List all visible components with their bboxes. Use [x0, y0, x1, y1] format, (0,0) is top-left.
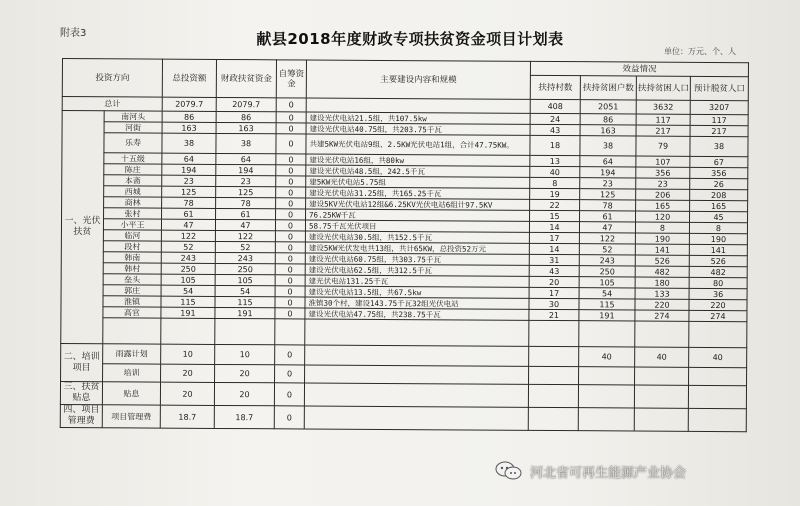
- pv-out: 274: [689, 310, 747, 321]
- pv-villages: 13: [530, 155, 580, 166]
- wechat-icon: [494, 460, 524, 482]
- pv-out: 356: [690, 167, 748, 178]
- pv-town-name: 垒头: [103, 274, 161, 285]
- training-item-population: 40: [635, 347, 689, 367]
- pv-out: 220: [689, 299, 747, 310]
- header-fiscal-funds: 财政扶贫资金: [216, 59, 276, 97]
- header-total-investment: 总投资额: [162, 59, 216, 97]
- pv-self: 0: [275, 231, 305, 242]
- pv-town-name: 小平王: [103, 219, 161, 230]
- header-villages: 扶持村数: [530, 75, 580, 99]
- pv-fiscal: 52: [215, 241, 275, 252]
- header-households: 扶持贫困户数: [580, 76, 636, 100]
- pv-villages: 14: [529, 243, 579, 254]
- pv-villages: 15: [530, 210, 580, 221]
- header-population: 扶持贫困人口: [636, 76, 690, 100]
- interest-item-name: 贴息: [102, 382, 160, 405]
- header-benefit-group: 效益情况: [530, 61, 748, 76]
- pv-population: 107: [636, 156, 690, 167]
- pv-villages: 18: [530, 135, 580, 155]
- pv-villages: 24: [530, 113, 580, 124]
- training-item-total: 20: [161, 364, 215, 382]
- total-content: [306, 98, 530, 113]
- pv-total: 191: [161, 307, 215, 318]
- pv-content: 建设光伏电站16组，共80kw: [306, 154, 530, 166]
- pv-out: 141: [689, 244, 747, 255]
- training-item-name: 培训: [103, 364, 161, 382]
- pv-population: 526: [635, 255, 689, 266]
- training-item-self: 0: [275, 365, 305, 383]
- pv-content: 建设光伏电站48.5组，242.5千瓦: [306, 165, 530, 177]
- pv-total: 54: [161, 285, 215, 296]
- management-item-name: 项目管理费: [102, 405, 160, 428]
- training-item-total: 10: [161, 344, 215, 364]
- pv-population: 274: [635, 310, 689, 321]
- header-row: [62, 59, 748, 77]
- pv-population: 220: [635, 299, 689, 310]
- pv-out: 8: [689, 222, 747, 233]
- pv-villages: 43: [529, 265, 579, 276]
- pv-villages: 19: [530, 188, 580, 199]
- pv-total: 61: [162, 208, 216, 219]
- pv-households: 122: [579, 233, 635, 244]
- pv-total: 105: [161, 274, 215, 285]
- pv-total: 52: [161, 241, 215, 252]
- pv-out: 482: [689, 266, 747, 277]
- pv-total: 38: [162, 133, 216, 153]
- pv-out: 38: [690, 136, 748, 156]
- pv-out: 208: [690, 189, 748, 200]
- pv-fiscal: 23: [216, 175, 276, 186]
- attachment-label: 附表3: [60, 28, 87, 39]
- pv-fiscal: 243: [215, 252, 275, 263]
- management-group-label: 四、项目管理费: [60, 404, 102, 427]
- pv-self: 0: [275, 275, 305, 286]
- pv-group-label: 一、光伏扶贫: [61, 111, 104, 344]
- pv-villages: 17: [529, 232, 579, 243]
- total-planned-out: 3207: [690, 100, 748, 114]
- pv-households: 86: [580, 114, 636, 125]
- header-planned-out: 预计脱贫人口: [690, 76, 748, 100]
- pv-villages: 31: [529, 254, 579, 265]
- watermark: [494, 460, 686, 482]
- pv-total: 163: [162, 122, 216, 133]
- pv-population: 79: [636, 136, 690, 156]
- pv-out: 80: [689, 277, 747, 288]
- pv-out: 67: [690, 156, 748, 167]
- pv-self: 0: [275, 253, 305, 264]
- pv-households: 115: [579, 299, 635, 310]
- training-group-label: 二、培训项目: [61, 343, 103, 381]
- document-title: 献县2018年度财政专项扶贫资金项目计划表: [256, 30, 564, 48]
- pv-town-name: 乐寿: [104, 133, 162, 153]
- pv-fiscal: 194: [216, 164, 276, 175]
- pv-total: 125: [162, 186, 216, 197]
- pv-fiscal: 105: [215, 274, 275, 285]
- pv-content: 建设光伏电站13.5组，共67.5kw: [305, 286, 529, 298]
- management-row: [60, 404, 746, 431]
- pv-out: 190: [689, 233, 747, 244]
- pv-town-name: 郭庄: [103, 285, 161, 296]
- plan-table: [60, 58, 749, 432]
- management-item-fiscal: 18.7: [214, 405, 274, 428]
- pv-self: 0: [276, 187, 306, 198]
- pv-content: 建设光伏电站62.5组，共312.5千瓦: [305, 264, 529, 276]
- training-item-content: [305, 345, 529, 366]
- pv-out: 26: [690, 178, 748, 189]
- pv-households: 194: [580, 167, 636, 178]
- pv-content: 共建5KW光伏电站9组、2.5KW光伏电站1组，合计47.75KW。: [306, 134, 530, 155]
- pv-households: 250: [579, 266, 635, 277]
- pv-total: 194: [162, 164, 216, 175]
- pv-self: 0: [276, 123, 306, 134]
- pv-fiscal: 250: [215, 263, 275, 274]
- pv-self: 0: [276, 165, 306, 176]
- interest-item-self: 0: [274, 383, 304, 406]
- pv-self: 0: [275, 308, 305, 319]
- watermark-text: 河北省可再生能源产业协会: [530, 465, 687, 481]
- pv-content: 建设光伏电站47.75组，共238.75千瓦: [305, 308, 529, 320]
- pv-content: 建设光伏电站30.5组，共152.5千瓦: [305, 231, 529, 243]
- pv-town-name: 南河头: [104, 111, 162, 122]
- pv-content: 建设光伏电站21.5组，共107.5kw: [306, 112, 530, 124]
- pv-population: 206: [636, 189, 690, 200]
- interest-item-total: 20: [160, 382, 214, 405]
- interest-group-label: 三、扶贫贴息: [60, 381, 102, 404]
- total-population: 3632: [636, 100, 690, 114]
- pv-content: 建设5KV光伏电站12组&6.25KV光伏电站6组计97.5KV: [306, 198, 530, 210]
- pv-self: 0: [275, 242, 305, 253]
- pv-town-name: 本斋: [104, 175, 162, 186]
- pv-fiscal: 86: [216, 111, 276, 122]
- pv-population: 165: [636, 200, 690, 211]
- pv-town-name: 陈庄: [104, 164, 162, 175]
- pv-households: 163: [580, 125, 636, 136]
- training-item-self: 0: [275, 345, 305, 365]
- pv-households: 23: [580, 178, 636, 189]
- training-item-fiscal: 10: [215, 344, 275, 364]
- pv-self: 0: [276, 112, 306, 123]
- pv-content: 建设5KW光伏发电共13组，共计65KW，总投资52万元: [305, 242, 529, 254]
- training-item-name: 雨露计划: [103, 344, 161, 364]
- pv-total: 122: [161, 230, 215, 241]
- pv-households: 78: [580, 200, 636, 211]
- pv-total: 243: [161, 252, 215, 263]
- pv-households: 61: [580, 211, 636, 222]
- pv-villages: 14: [529, 221, 579, 232]
- pv-town-name: 韩南: [103, 252, 161, 263]
- pv-villages: 21: [529, 309, 579, 320]
- pv-fiscal: 38: [216, 133, 276, 153]
- pv-fiscal: 78: [216, 197, 276, 208]
- pv-population: 356: [636, 167, 690, 178]
- pv-town-name: 高官: [103, 307, 161, 318]
- total-households: 2051: [580, 100, 636, 114]
- pv-out: 526: [689, 255, 747, 266]
- pv-population: 482: [635, 266, 689, 277]
- pv-households: 47: [579, 222, 635, 233]
- pv-villages: 40: [530, 166, 580, 177]
- pv-villages: 43: [530, 124, 580, 135]
- pv-town-name: 十五级: [104, 153, 162, 164]
- pv-villages: 22: [530, 199, 580, 210]
- pv-fiscal: 163: [216, 122, 276, 133]
- pv-fiscal: 191: [215, 307, 275, 318]
- pv-total: 115: [161, 296, 215, 307]
- pv-self: 0: [276, 209, 306, 220]
- pv-content: 淮镇30个村，建设143.75千瓦32组光伏电站: [305, 297, 529, 309]
- pv-out: 217: [690, 125, 748, 136]
- header-self-funds: 自筹资金: [276, 60, 306, 98]
- pv-total: 64: [162, 153, 216, 164]
- pv-population: 133: [635, 288, 689, 299]
- pv-self: 0: [276, 154, 306, 165]
- pv-content: 76.25KW千瓦: [306, 209, 530, 221]
- pv-households: 52: [579, 244, 635, 255]
- pv-content: 建光伏电站131.25千瓦: [305, 275, 529, 287]
- pv-population: 180: [635, 277, 689, 288]
- pv-self: 0: [276, 198, 306, 209]
- pv-town-name: 西城: [104, 186, 162, 197]
- pv-content: 建5KW光伏电站5.75组: [306, 176, 530, 188]
- pv-households: 125: [580, 189, 636, 200]
- pv-households: 38: [580, 136, 636, 156]
- pv-population: 23: [636, 178, 690, 189]
- pv-fiscal: 54: [215, 285, 275, 296]
- total-investment: 2079.7: [162, 97, 216, 111]
- pv-households: 64: [580, 156, 636, 167]
- pv-self: 0: [275, 220, 305, 231]
- pv-town-name: 段村: [103, 241, 161, 252]
- training-item-villages: [529, 346, 579, 366]
- pv-villages: 8: [530, 177, 580, 188]
- training-item-out: 40: [689, 347, 747, 367]
- pv-town-name: 韩村: [103, 263, 161, 274]
- total-fiscal: 2079.7: [216, 97, 276, 111]
- pv-out: 36: [689, 288, 747, 299]
- pv-self: 0: [275, 264, 305, 275]
- pv-population: 120: [636, 211, 690, 222]
- pv-fiscal: 125: [216, 186, 276, 197]
- pv-population: 141: [635, 244, 689, 255]
- pv-town-name: 淮镇: [103, 296, 161, 307]
- pv-households: 243: [579, 255, 635, 266]
- pv-content: 建设光伏电站31.25组，共165.25千瓦: [306, 187, 530, 199]
- pv-town-name: 河街: [104, 122, 162, 133]
- pv-households: 105: [579, 277, 635, 288]
- pv-town-name: 张村: [104, 208, 162, 219]
- pv-villages: 30: [529, 298, 579, 309]
- pv-fiscal: 115: [215, 296, 275, 307]
- pv-town-name: 商林: [104, 197, 162, 208]
- pv-total: 78: [162, 197, 216, 208]
- header-direction: 投资方向: [62, 59, 162, 98]
- pv-population: 8: [635, 222, 689, 233]
- pv-villages: 20: [529, 276, 579, 287]
- pv-total: 86: [162, 111, 216, 122]
- training-item-fiscal: 20: [215, 364, 275, 382]
- interest-item-fiscal: 20: [214, 382, 274, 405]
- pv-population: 190: [635, 233, 689, 244]
- pv-self: 0: [275, 297, 305, 308]
- pv-villages: 17: [529, 287, 579, 298]
- pv-self: 0: [275, 286, 305, 297]
- unit-label: 单位：万元、个、人: [664, 47, 736, 56]
- pv-out: 117: [690, 114, 748, 125]
- pv-out: 45: [690, 211, 748, 222]
- total-villages: 408: [530, 99, 580, 113]
- pv-self: 0: [276, 176, 306, 187]
- pv-households: 191: [579, 310, 635, 321]
- pv-content: 58.75千瓦光伏项目: [305, 220, 529, 232]
- pv-content: 建设光伏电站60.75组，共303.75千瓦: [305, 253, 529, 265]
- pv-total: 250: [161, 263, 215, 274]
- pv-total: 47: [161, 219, 215, 230]
- management-item-total: 18.7: [160, 405, 214, 428]
- pv-population: 117: [636, 114, 690, 125]
- total-label: 总计: [62, 97, 162, 112]
- pv-total: 23: [162, 175, 216, 186]
- management-item-self: 0: [274, 406, 304, 429]
- training-item-households: 40: [579, 347, 635, 367]
- pv-content: 建设光伏电站40.75组，共203.75千瓦: [306, 123, 530, 135]
- pv-town-name: 临河: [103, 230, 161, 241]
- total-self: 0: [276, 98, 306, 112]
- pv-out: 165: [690, 200, 748, 211]
- pv-fiscal: 122: [215, 230, 275, 241]
- pv-fiscal: 64: [216, 153, 276, 164]
- pv-fiscal: 47: [215, 219, 275, 230]
- header-content: 主要建设内容和规模: [306, 60, 530, 99]
- pv-fiscal: 61: [216, 208, 276, 219]
- pv-self: 0: [276, 134, 306, 154]
- pv-population: 217: [636, 125, 690, 136]
- pv-households: 54: [579, 288, 635, 299]
